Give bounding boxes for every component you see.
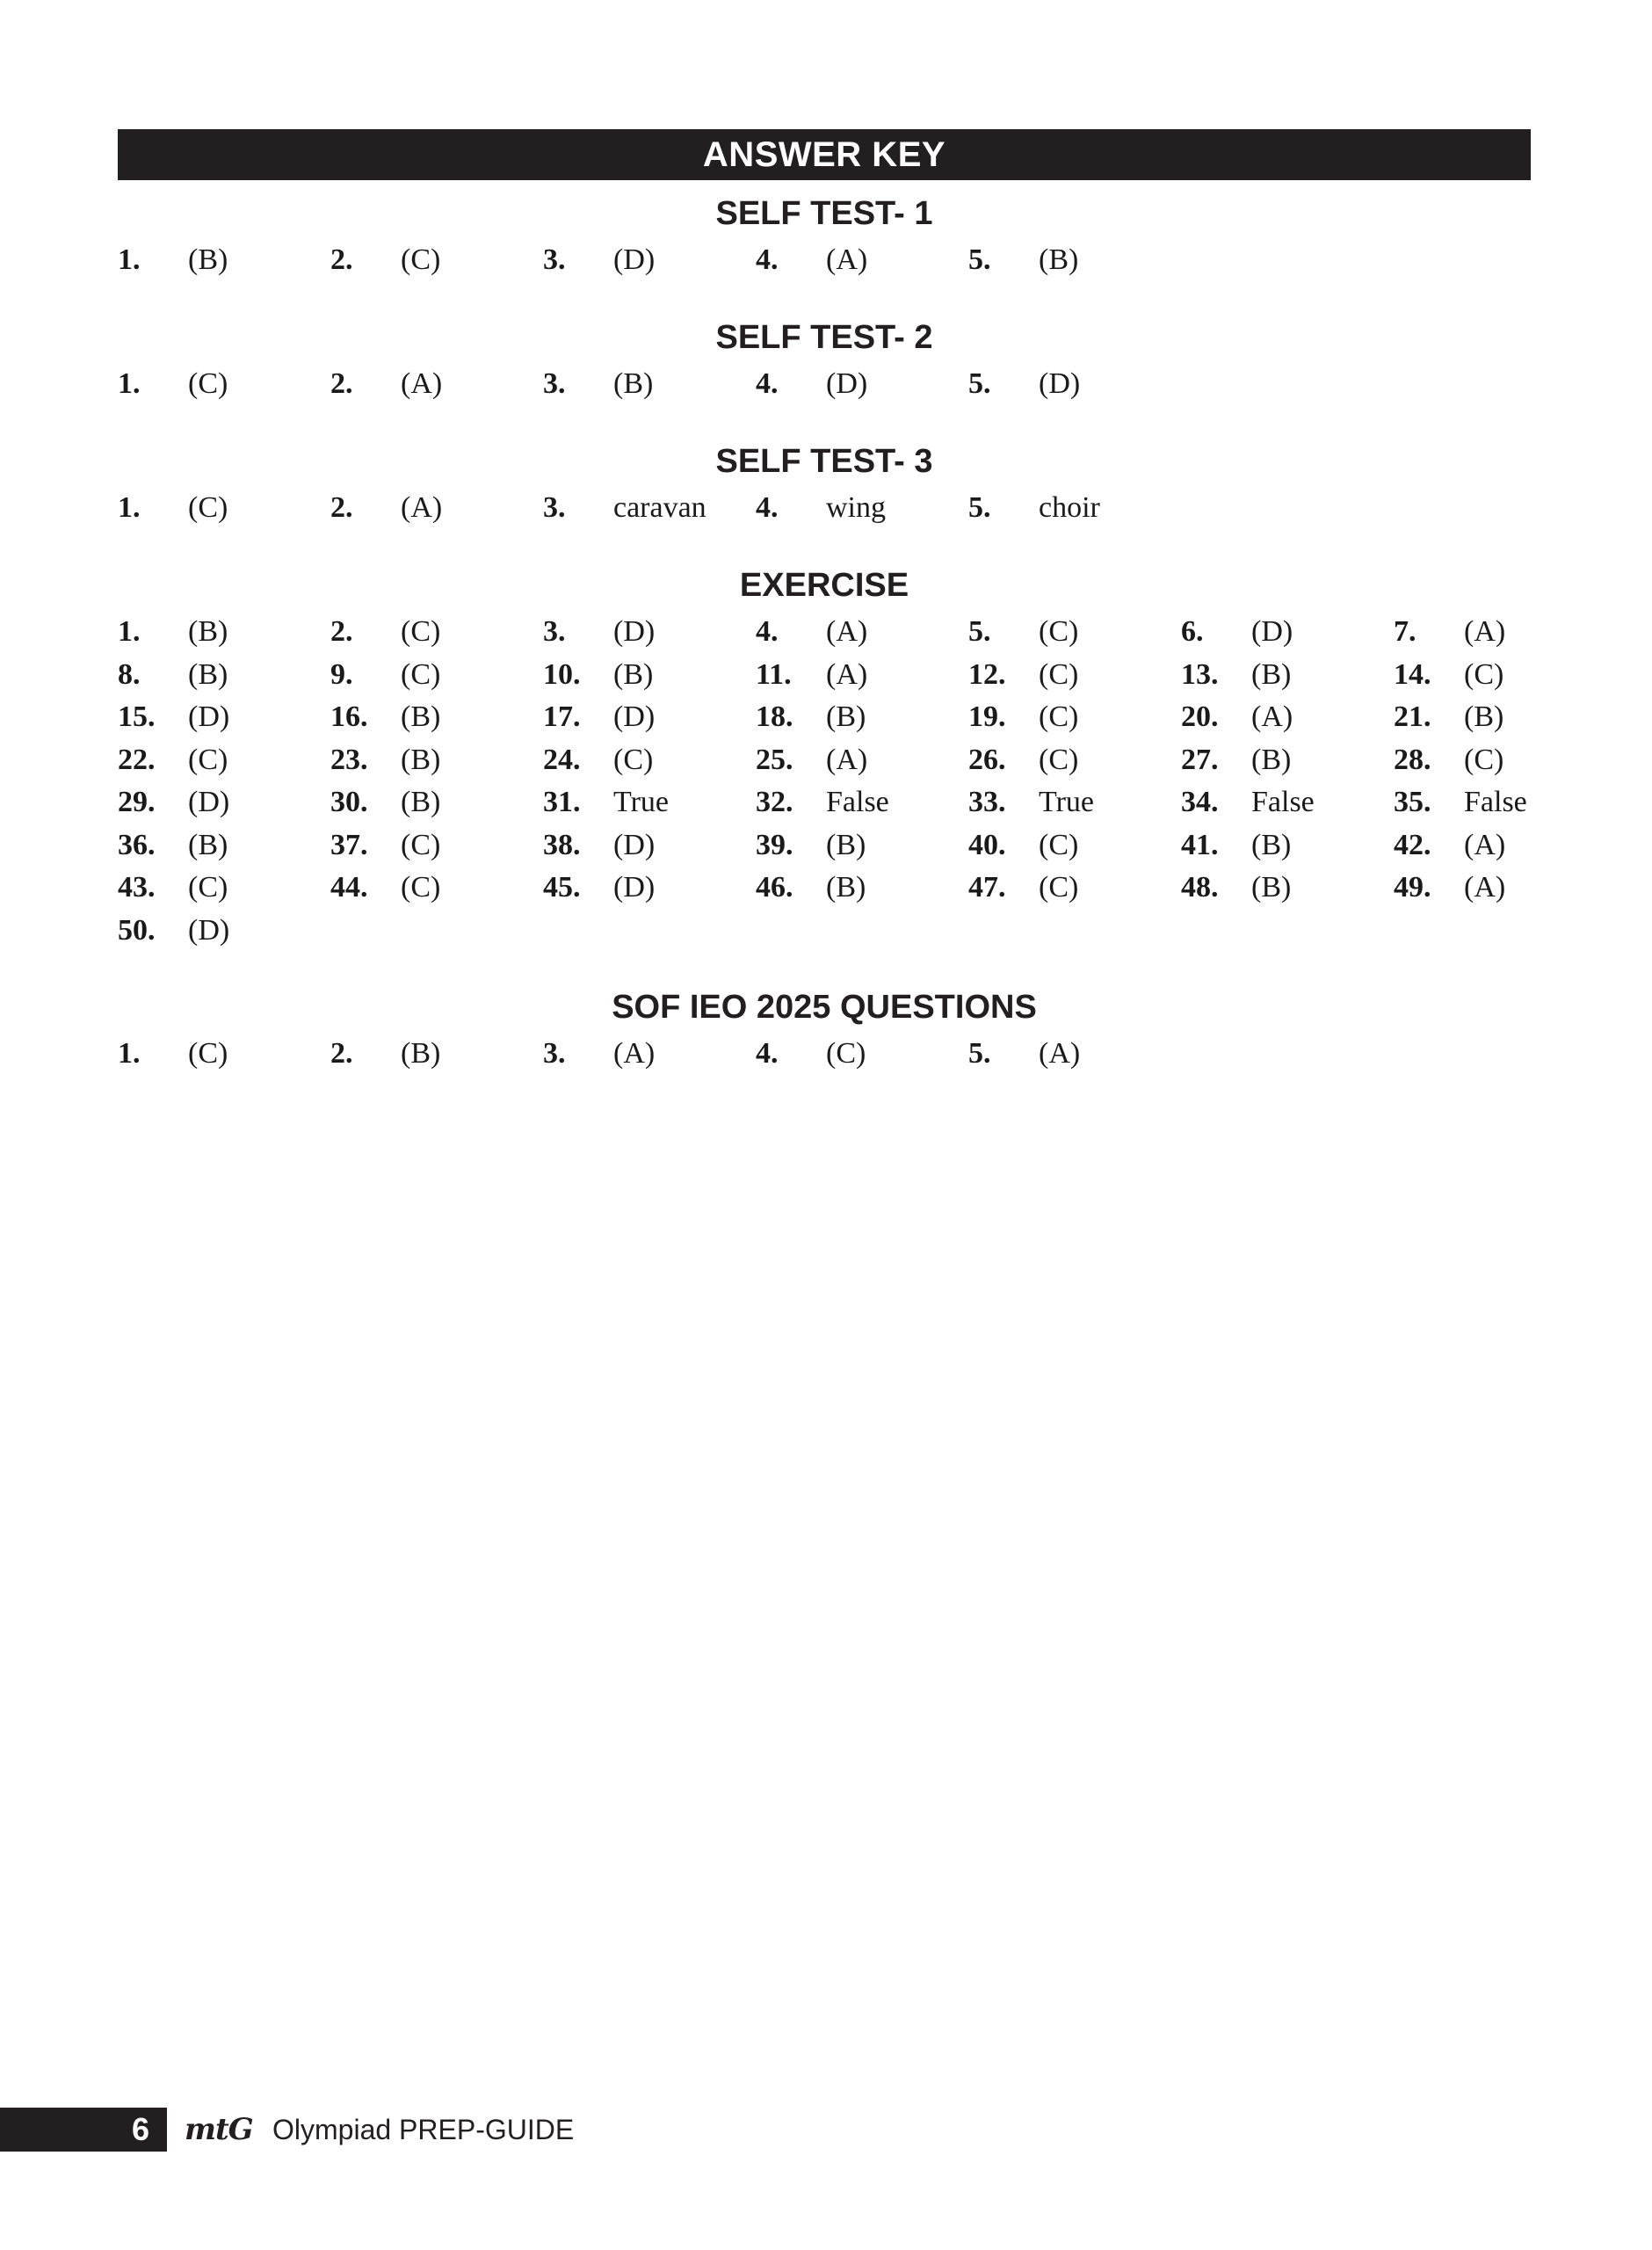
answer-item [968,824,1181,867]
question-number: 5. [968,615,991,649]
answer-value: (C) [401,828,441,861]
answer-value: (C) [188,491,228,525]
question-number: 44. [330,871,368,904]
answer-item [756,781,968,824]
answer-item [1394,781,1606,824]
answer-item [1394,824,1606,867]
answer-item [756,487,968,530]
answer-item [1394,867,1606,910]
question-number: 3. [543,615,566,649]
answer-item [756,1033,968,1076]
answer-key-banner: ANSWER KEY [118,129,1531,180]
question-number: 3. [543,491,566,525]
answer-item [118,696,330,739]
question-number: 38. [543,828,581,861]
question-number: 49. [1394,871,1431,904]
answer-value: (A) [1464,615,1506,649]
answer-item [330,739,543,782]
page-number: 6 [131,2111,150,2147]
answer-value: (D) [613,700,656,734]
question-number: 28. [1394,743,1431,776]
answer-item [1394,696,1606,739]
question-number: 5. [968,367,991,401]
answer-value: (A) [613,1037,656,1071]
answer-value: (C) [1039,615,1079,649]
answer-item [118,910,330,953]
section-exercise [118,563,1531,952]
answer-item [543,363,756,406]
answer-value: (B) [1251,828,1292,861]
question-number: 2. [330,491,353,525]
answer-value: (C) [1039,871,1079,904]
answer-value: choir [1039,491,1100,525]
answer-value: (A) [826,743,868,776]
answer-item [968,654,1181,697]
question-number: 43. [118,871,156,904]
answer-value: (B) [1251,657,1292,691]
book-title: Olympiad PREP-GUIDE [272,2113,575,2145]
answer-value: (B) [1251,743,1292,776]
question-number: 27. [1181,743,1219,776]
question-number: 32. [756,786,793,819]
question-number: 3. [543,1037,566,1071]
question-number: 36. [118,828,156,861]
question-number: 5. [968,491,991,525]
answer-item [968,239,1181,282]
answer-value: (A) [826,615,868,649]
answer-item [1181,781,1394,824]
question-number: 1. [118,243,141,277]
question-number: 1. [118,615,141,649]
question-number: 39. [756,828,793,861]
question-number: 40. [968,828,1006,861]
answer-value: (B) [401,786,441,819]
answer-item [543,611,756,654]
answer-value: (C) [1464,743,1504,776]
question-number: 4. [756,615,779,649]
answer-item [1181,654,1394,697]
answer-value: (C) [613,743,654,776]
answer-value: (A) [826,243,868,277]
question-number: 9. [330,657,353,691]
answer-item [330,696,543,739]
question-number: 4. [756,1037,779,1071]
answer-item [756,696,968,739]
answer-value: (B) [826,871,866,904]
answer-value: (B) [826,700,866,734]
answer-item [968,739,1181,782]
answer-item [1181,696,1394,739]
question-number: 12. [968,657,1006,691]
section-self-test-1 [118,192,1531,282]
answer-value: (D) [613,243,656,277]
answer-item [1181,611,1394,654]
question-number: 37. [330,828,368,861]
answer-value: (B) [826,828,866,861]
section-self-test-2 [118,316,1531,406]
answer-value: (A) [1464,828,1506,861]
answer-value: (C) [1039,743,1079,776]
answer-item [756,611,968,654]
answer-item [543,696,756,739]
answer-value: (C) [188,1037,228,1071]
question-number: 23. [330,743,368,776]
answer-item [118,867,330,910]
question-number: 3. [543,243,566,277]
section-heading: SELF TEST- 3 [715,443,933,480]
answer-item [330,611,543,654]
answer-value: (C) [401,657,441,691]
answer-value: (C) [1039,700,1079,734]
answer-item [330,781,543,824]
question-number: 10. [543,657,581,691]
question-number: 14. [1394,657,1431,691]
answer-value: (C) [826,1037,866,1071]
question-number: 7. [1394,615,1417,649]
answer-item [543,781,756,824]
answer-value: (B) [1039,243,1079,277]
answer-item [543,824,756,867]
question-number: 2. [330,615,353,649]
answer-value: (D) [826,367,868,401]
question-number: 46. [756,871,793,904]
answer-item [968,696,1181,739]
answer-value: (B) [188,615,228,649]
answers-grid [118,487,1531,530]
question-number: 30. [330,786,368,819]
answer-value: wing [826,491,886,525]
answer-item [118,739,330,782]
question-number: 42. [1394,828,1431,861]
question-number: 50. [118,913,156,947]
answer-item [118,1033,330,1076]
answer-value: (C) [401,871,441,904]
answer-value: (C) [1039,828,1079,861]
answer-item [1181,867,1394,910]
answer-value: (B) [613,657,654,691]
question-number: 2. [330,1037,353,1071]
answer-item [756,239,968,282]
answer-value: (D) [613,615,656,649]
answers-grid [118,611,1531,952]
answer-value: (B) [613,367,654,401]
answer-item [330,824,543,867]
answer-item [118,363,330,406]
answer-value: caravan [613,491,706,525]
question-number: 3. [543,367,566,401]
question-number: 18. [756,700,793,734]
answer-item [756,824,968,867]
answer-item [756,363,968,406]
answer-item [118,487,330,530]
answer-value: (B) [188,657,228,691]
section-heading: SELF TEST- 2 [715,319,933,356]
answer-item [1181,824,1394,867]
answer-value: (C) [188,871,228,904]
question-number: 6. [1181,615,1204,649]
answer-value: (D) [188,786,230,819]
answers-grid [118,363,1531,406]
question-number: 31. [543,786,581,819]
answers-grid [118,239,1531,282]
answer-value: (D) [1039,367,1081,401]
question-number: 41. [1181,828,1219,861]
answer-value: (C) [401,615,441,649]
answer-item [543,654,756,697]
section-heading: EXERCISE [739,567,909,604]
answer-value: True [1039,786,1094,819]
answer-value: (B) [1464,700,1504,734]
answer-value: (A) [401,491,443,525]
question-number: 29. [118,786,156,819]
answer-item [118,781,330,824]
answers-grid [118,1033,1531,1076]
answer-value: (C) [188,743,228,776]
answer-value: (A) [826,657,868,691]
answer-item [968,363,1181,406]
answer-item [756,654,968,697]
question-number: 15. [118,700,156,734]
question-number: 35. [1394,786,1431,819]
section-self-test-3 [118,439,1531,530]
answer-item [543,739,756,782]
answer-item [1394,611,1606,654]
section-heading: SELF TEST- 1 [715,195,933,232]
answer-item [330,363,543,406]
section-heading: SOF IEO 2025 QUESTIONS [612,989,1037,1026]
answer-item [118,824,330,867]
answer-item [330,1033,543,1076]
question-number: 48. [1181,871,1219,904]
answer-item [1181,739,1394,782]
answer-value: (A) [1251,700,1293,734]
answer-value: (A) [1464,871,1506,904]
answer-value: (C) [188,367,228,401]
answer-value: (B) [401,1037,441,1071]
question-number: 19. [968,700,1006,734]
question-number: 1. [118,491,141,525]
answer-item [968,611,1181,654]
answer-value: (D) [188,700,230,734]
answer-value: (B) [188,243,228,277]
answer-item [968,487,1181,530]
mtg-logo: mtG [185,2112,253,2147]
answer-item [330,487,543,530]
question-number: 1. [118,367,141,401]
question-number: 4. [756,243,779,277]
answer-value: (D) [613,871,656,904]
question-number: 21. [1394,700,1431,734]
answer-item [968,867,1181,910]
answer-item [1394,739,1606,782]
answer-item [330,239,543,282]
answer-item [756,739,968,782]
answer-value: (C) [401,243,441,277]
answer-value: False [1464,786,1527,819]
question-number: 8. [118,657,141,691]
answer-item [756,867,968,910]
question-number: 47. [968,871,1006,904]
answer-value: False [826,786,889,819]
question-number: 22. [118,743,156,776]
answer-item [968,1033,1181,1076]
question-number: 11. [756,657,792,691]
answer-value: True [613,786,669,819]
question-number: 16. [330,700,368,734]
answer-value: False [1251,786,1315,819]
question-number: 5. [968,243,991,277]
question-number: 45. [543,871,581,904]
question-number: 33. [968,786,1006,819]
question-number: 26. [968,743,1006,776]
question-number: 20. [1181,700,1219,734]
answer-value: (B) [401,700,441,734]
question-number: 13. [1181,657,1219,691]
answer-item [118,654,330,697]
answer-item [118,239,330,282]
answer-item [543,1033,756,1076]
question-number: 1. [118,1037,141,1071]
answer-value: (C) [1464,657,1504,691]
answer-item [543,487,756,530]
section-sof-ieo-2025 [118,985,1531,1076]
answer-value: (D) [613,828,656,861]
answer-value: (B) [188,828,228,861]
answer-item [543,239,756,282]
answer-value: (B) [401,743,441,776]
question-number: 25. [756,743,793,776]
answer-item [968,781,1181,824]
answer-value: (A) [401,367,443,401]
answer-item [330,654,543,697]
question-number: 34. [1181,786,1219,819]
question-number: 2. [330,243,353,277]
question-number: 5. [968,1037,991,1071]
answer-value: (D) [1251,615,1293,649]
answer-value: (D) [188,913,230,947]
question-number: 24. [543,743,581,776]
answer-value: (C) [1039,657,1079,691]
answer-item [330,867,543,910]
answer-value: (A) [1039,1037,1081,1071]
question-number: 4. [756,367,779,401]
question-number: 17. [543,700,581,734]
question-number: 4. [756,491,779,525]
answer-item [1394,654,1606,697]
question-number: 2. [330,367,353,401]
answer-value: (B) [1251,871,1292,904]
answer-item [543,867,756,910]
answer-item [118,611,330,654]
